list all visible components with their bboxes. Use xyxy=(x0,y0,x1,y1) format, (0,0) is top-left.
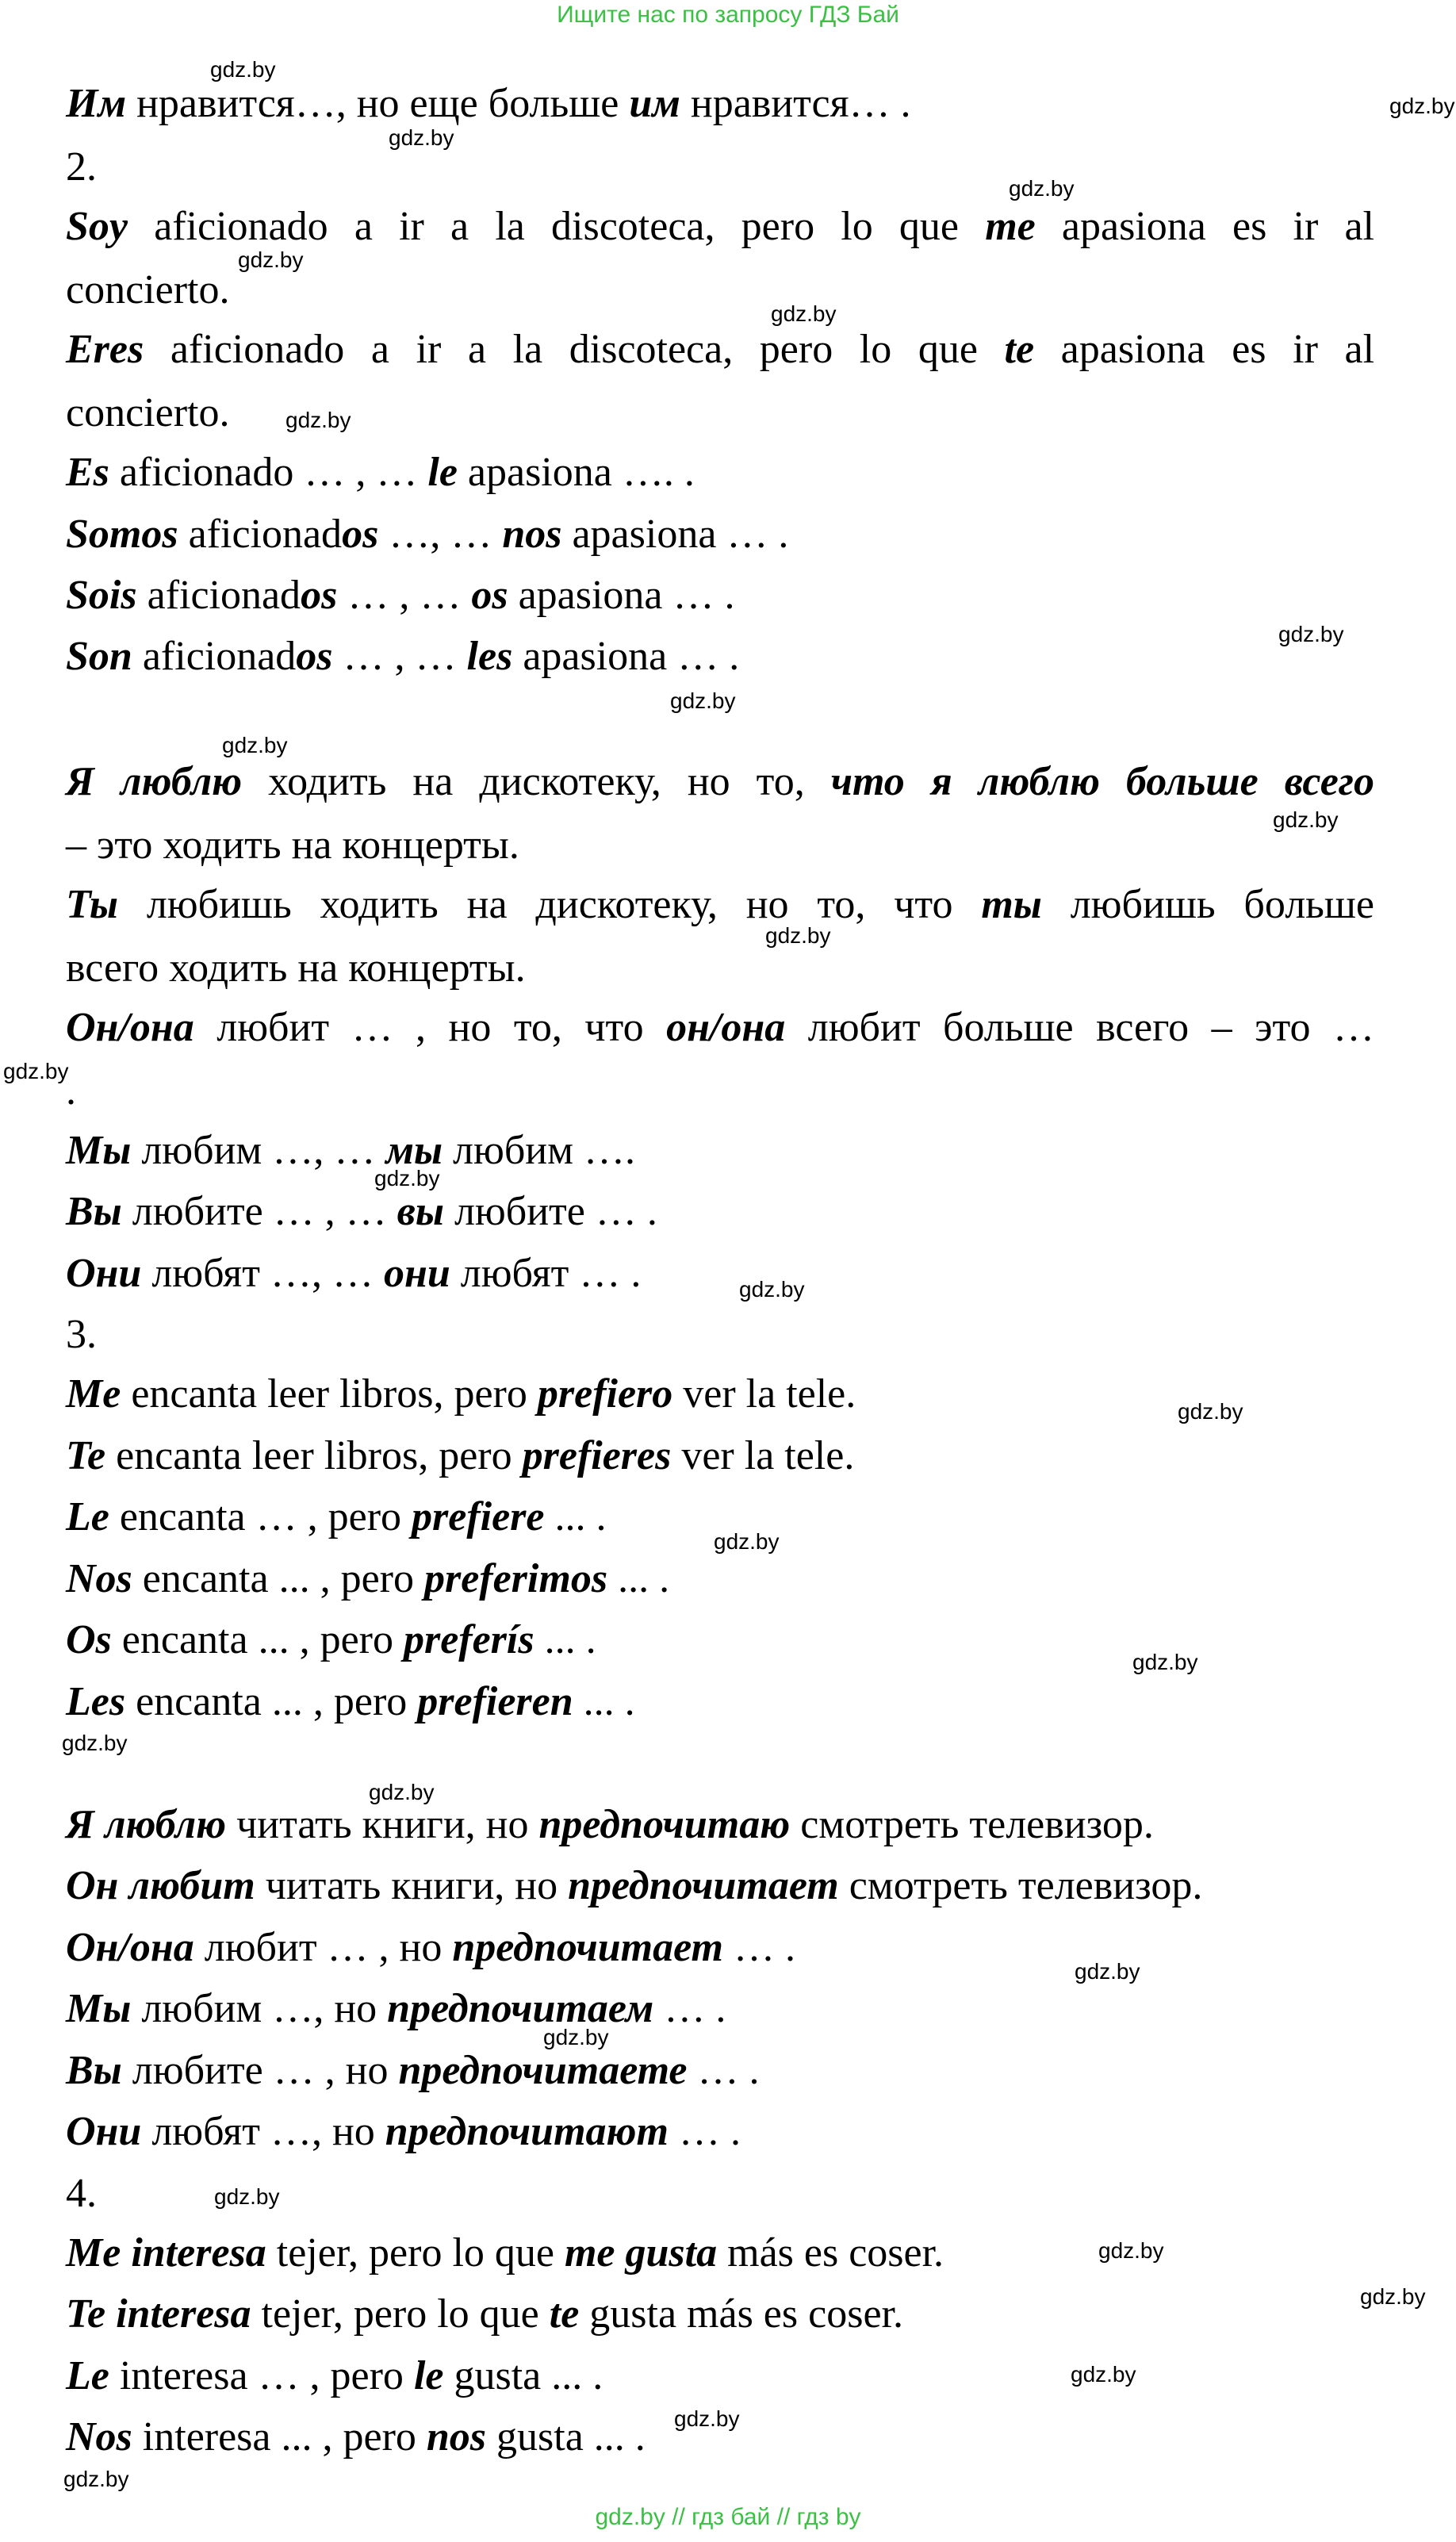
plain-text: encanta ... , pero xyxy=(125,1679,418,1724)
emphasis-text: Eres xyxy=(66,327,144,372)
plain-text: encanta ... , pero xyxy=(111,1617,404,1662)
plain-text: … . xyxy=(687,2048,760,2093)
emphasis-text: me gusta xyxy=(564,2230,718,2276)
plain-text: ходить на дискотеку, но то, xyxy=(242,759,831,804)
plain-text: любят …, но xyxy=(141,2109,385,2154)
watermark: gdz.by xyxy=(1071,2362,1136,2387)
plain-text: любите … . xyxy=(443,1189,657,1234)
plain-text: apasiona … . xyxy=(561,512,789,557)
plain-text: encanta leer libros, pero xyxy=(105,1433,523,1478)
plain-text: apasiona … . xyxy=(512,634,740,679)
watermark: gdz.by xyxy=(670,688,736,713)
emphasis-text: nos xyxy=(502,512,562,557)
plain-text: más es coser. xyxy=(717,2230,944,2276)
plain-text: ver la tele. xyxy=(672,1371,856,1417)
emphasis-text: prefieren xyxy=(417,1679,573,1724)
text-line xyxy=(66,944,1374,993)
emphasis-text: Nos xyxy=(66,1556,132,1601)
text-line xyxy=(66,1187,1374,1236)
text-line xyxy=(66,1984,1374,2034)
footer-banner: gdz.by // гдз бай // гдз by xyxy=(595,2504,861,2530)
text-line xyxy=(66,1126,1374,1175)
plain-text: … . xyxy=(722,1925,795,1970)
plain-text: 4. xyxy=(66,2171,97,2216)
watermark: gdz.by xyxy=(3,1059,69,1083)
emphasis-text: он/она xyxy=(666,1005,786,1050)
text-line xyxy=(66,571,1374,620)
plain-text: 3. xyxy=(66,1312,97,1357)
plain-text: gusta ... . xyxy=(486,2414,646,2460)
text-line xyxy=(66,389,1374,438)
watermark: gdz.by xyxy=(63,2467,129,2491)
emphasis-text: me xyxy=(985,204,1036,249)
emphasis-text: Они xyxy=(66,2109,142,2154)
emphasis-text: Sois xyxy=(66,573,137,618)
emphasis-text: Nos xyxy=(66,2414,132,2460)
plain-text: … , … xyxy=(332,634,467,679)
text-line xyxy=(66,1555,1374,1604)
emphasis-text: Les xyxy=(66,1679,126,1724)
emphasis-text: Es xyxy=(66,450,109,495)
emphasis-text: os xyxy=(471,573,508,618)
text-line xyxy=(66,2290,1374,2339)
plain-text: смотреть телевизор. xyxy=(838,1863,1203,1908)
emphasis-text: Le xyxy=(66,2353,109,2398)
text-line xyxy=(66,1067,1374,1116)
text-line xyxy=(66,202,1374,251)
plain-text: ... . xyxy=(607,1556,670,1601)
plain-text: gusta ... . xyxy=(443,2353,603,2398)
emphasis-text: Мы xyxy=(66,1128,132,1173)
text-line xyxy=(66,1800,1374,1850)
text-line xyxy=(66,1861,1374,1911)
plain-text: нравится… . xyxy=(680,81,911,126)
text-line xyxy=(66,2229,1374,2278)
watermark: gdz.by xyxy=(1273,807,1339,832)
top-banner: Ищите нас по запросу ГДЗ Бай xyxy=(557,2,899,28)
emphasis-text: te xyxy=(549,2291,580,2337)
emphasis-text: предпочитаете xyxy=(398,2048,688,2093)
emphasis-text: мы xyxy=(385,1128,443,1173)
emphasis-text: Me interesa xyxy=(66,2230,266,2276)
text-line xyxy=(66,2107,1374,2157)
watermark: gdz.by xyxy=(62,1731,128,1755)
text-line xyxy=(66,143,1374,192)
watermark: gdz.by xyxy=(389,125,454,150)
text-line xyxy=(66,821,1374,870)
plain-text: apasiona …. . xyxy=(457,450,695,495)
emphasis-text: Они xyxy=(66,1251,142,1296)
plain-text: 2. xyxy=(66,144,97,190)
emphasis-text: prefiere xyxy=(412,1494,545,1539)
emphasis-text: предпочитаем xyxy=(387,1986,654,2031)
text-line xyxy=(66,1249,1374,1298)
watermark: gdz.by xyxy=(222,733,288,757)
plain-text: interesa ... , pero xyxy=(132,2414,427,2460)
text-line xyxy=(66,1923,1374,1973)
plain-text: всего ходить на концерты. xyxy=(66,945,526,991)
plain-text: любите … , … xyxy=(121,1189,397,1234)
plain-text: apasiona es ir al xyxy=(1035,204,1375,249)
emphasis-text: os xyxy=(301,573,338,618)
plain-text: любят …, … xyxy=(141,1251,384,1296)
plain-text: любите … , но xyxy=(121,2048,399,2093)
watermark: gdz.by xyxy=(543,2025,609,2049)
emphasis-text: preferís xyxy=(403,1617,535,1662)
plain-text: … . xyxy=(668,2109,741,2154)
plain-text: смотреть телевизор. xyxy=(790,1802,1154,1847)
watermark: gdz.by xyxy=(238,247,304,272)
plain-text: любишь ходить на дискотеку, но то, что xyxy=(117,882,982,927)
emphasis-text: prefieres xyxy=(522,1433,672,1478)
plain-text: …, … xyxy=(378,512,503,557)
watermark: gdz.by xyxy=(369,1780,435,1804)
plain-text: apasiona es ir al xyxy=(1034,327,1375,372)
plain-text: encanta ... , pero xyxy=(132,1556,424,1601)
plain-text: ... . xyxy=(573,1679,635,1724)
watermark: gdz.by xyxy=(1132,1650,1198,1674)
text-line xyxy=(66,266,1374,315)
plain-text: aficionad xyxy=(178,512,343,557)
emphasis-text: le xyxy=(413,2353,444,2398)
watermark: gdz.by xyxy=(1009,176,1075,201)
plain-text: любишь больше xyxy=(1041,882,1374,927)
emphasis-text: Soy xyxy=(66,204,128,249)
text-line xyxy=(66,2352,1374,2401)
emphasis-text: Ты xyxy=(66,882,118,927)
plain-text: aficionad xyxy=(136,573,301,618)
plain-text: любит … , но xyxy=(193,1925,453,1970)
emphasis-text: Он/она xyxy=(66,1005,194,1050)
emphasis-text: Я люблю xyxy=(66,759,243,804)
emphasis-text: предпочитает xyxy=(568,1863,839,1908)
emphasis-text: они xyxy=(383,1251,450,1296)
emphasis-text: Te xyxy=(66,1433,106,1478)
emphasis-text: te xyxy=(1004,327,1035,372)
emphasis-text: Me xyxy=(66,1371,121,1417)
plain-text: gusta más es coser. xyxy=(579,2291,903,2337)
emphasis-text: Te interesa xyxy=(66,2291,251,2337)
plain-text: aficionado a ir a la discoteca, pero lo que xyxy=(144,327,1005,372)
emphasis-text: Son xyxy=(66,634,132,679)
plain-text: tejer, pero lo que xyxy=(266,2230,565,2276)
emphasis-text: ты xyxy=(981,882,1042,927)
text-line xyxy=(66,880,1374,930)
plain-text: apasiona … . xyxy=(508,573,735,618)
watermark: gdz.by xyxy=(714,1529,780,1554)
text-line xyxy=(66,448,1374,497)
watermark: gdz.by xyxy=(765,923,831,948)
watermark: gdz.by xyxy=(210,57,276,82)
emphasis-text: что я люблю больше всего xyxy=(830,759,1374,804)
text-line xyxy=(66,79,1374,128)
emphasis-text: nos xyxy=(426,2414,487,2460)
watermark: gdz.by xyxy=(1360,2284,1426,2309)
emphasis-text: Вы xyxy=(66,2048,122,2093)
plain-text: aficionado … , … xyxy=(109,450,428,495)
emphasis-text: os xyxy=(296,634,333,679)
emphasis-text: prefiero xyxy=(537,1371,673,1417)
text-line xyxy=(66,757,1374,807)
emphasis-text: Os xyxy=(66,1617,112,1662)
emphasis-text: Le xyxy=(66,1494,109,1539)
emphasis-text: Я люблю xyxy=(66,1802,227,1847)
emphasis-text: предпочитают xyxy=(385,2109,669,2154)
emphasis-text: Он любит xyxy=(66,1863,255,1908)
text-line xyxy=(66,1432,1374,1481)
plain-text: – это ходить на концерты. xyxy=(66,822,519,868)
plain-text: любит больше всего – это … xyxy=(785,1005,1374,1050)
plain-text: . xyxy=(66,1068,76,1114)
watermark: gdz.by xyxy=(771,301,837,326)
plain-text: … , … xyxy=(337,573,472,618)
plain-text: любим …, … xyxy=(131,1128,386,1173)
plain-text: encanta leer libros, pero xyxy=(121,1371,538,1417)
plain-text: tejer, pero lo que xyxy=(251,2291,550,2337)
watermark: gdz.by xyxy=(1075,1959,1140,1984)
text-line xyxy=(66,1310,1374,1359)
plain-text: читать книги, но xyxy=(255,1863,569,1908)
watermark: gdz.by xyxy=(285,408,351,432)
emphasis-text: le xyxy=(427,450,458,495)
plain-text: … . xyxy=(653,1986,726,2031)
text-line xyxy=(66,632,1374,681)
plain-text: concierto. xyxy=(66,390,230,435)
watermark: gdz.by xyxy=(1389,94,1455,118)
text-line xyxy=(66,1677,1374,1727)
emphasis-text: предпочитаю xyxy=(538,1802,791,1847)
watermark: gdz.by xyxy=(374,1166,440,1190)
watermark: gdz.by xyxy=(1278,622,1344,646)
plain-text: любим …. xyxy=(443,1128,636,1173)
text-line xyxy=(66,1003,1374,1052)
plain-text: любят … . xyxy=(450,1251,642,1296)
emphasis-text: preferimos xyxy=(423,1556,608,1601)
emphasis-text: les xyxy=(466,634,513,679)
plain-text: encanta … , pero xyxy=(109,1494,412,1539)
emphasis-text: предпочитает xyxy=(452,1925,723,1970)
emphasis-text: вы xyxy=(397,1189,444,1234)
plain-text: нравится…, но еще больше xyxy=(126,81,630,126)
plain-text: ... . xyxy=(544,1494,607,1539)
emphasis-text: Somos xyxy=(66,512,178,557)
emphasis-text: os xyxy=(342,512,379,557)
emphasis-text: Вы xyxy=(66,1189,122,1234)
text-line xyxy=(66,510,1374,559)
plain-text: ... . xyxy=(534,1617,596,1662)
watermark: gdz.by xyxy=(1098,2238,1164,2263)
plain-text: любим …, но xyxy=(131,1986,388,2031)
text-line xyxy=(66,2046,1374,2095)
watermark: gdz.by xyxy=(214,2184,280,2209)
emphasis-text: Мы xyxy=(66,1986,132,2031)
plain-text: aficionad xyxy=(132,634,297,679)
emphasis-text: Им xyxy=(66,81,127,126)
plain-text: concierto. xyxy=(66,267,230,312)
watermark: gdz.by xyxy=(739,1277,805,1302)
plain-text: interesa … , pero xyxy=(109,2353,414,2398)
plain-text: aficionado a ir a la discoteca, pero lo que xyxy=(128,204,986,249)
watermark: gdz.by xyxy=(1178,1399,1243,1424)
plain-text: любит … , но то, что xyxy=(193,1005,667,1050)
emphasis-text: им xyxy=(629,81,680,126)
emphasis-text: Он/она xyxy=(66,1925,194,1970)
watermark: gdz.by xyxy=(674,2406,740,2431)
plain-text: ver la tele. xyxy=(671,1433,855,1478)
text-line xyxy=(66,325,1374,374)
plain-text: читать книги, но xyxy=(226,1802,539,1847)
